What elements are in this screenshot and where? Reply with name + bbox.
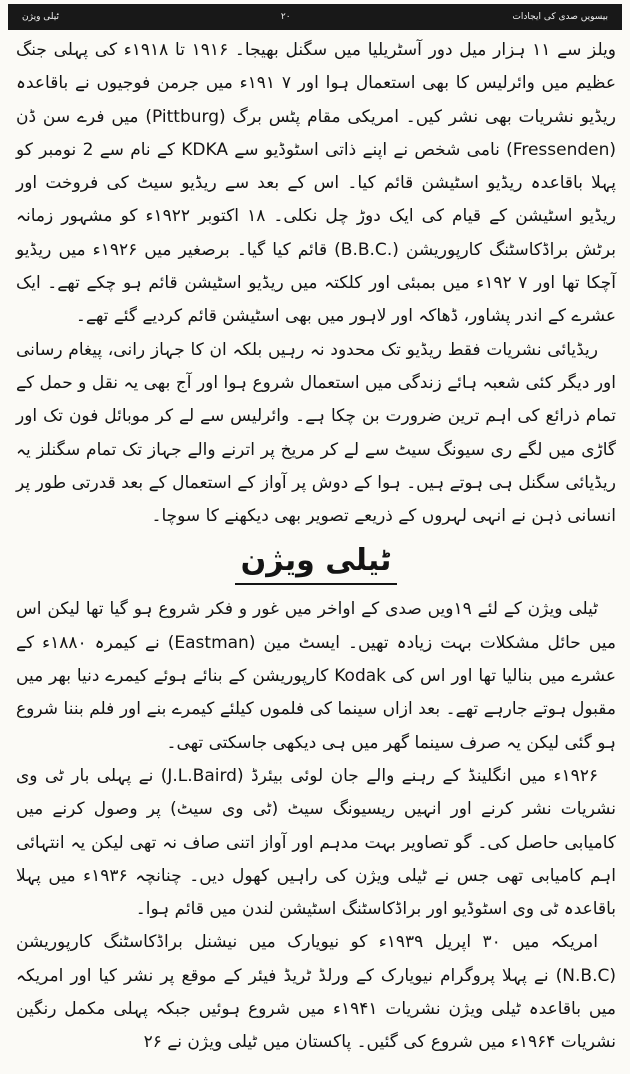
- header-right-label: بیسویں صدی کی ایجادات: [512, 12, 608, 22]
- paragraph-radio-history: ویلز سے ۱۱ ہزار میل دور آسٹریلیا میں سگنل بھیجا۔ ۱۹۱۶ تا ۱۹۱۸ء کی پہلی جنگ عظیم میں وائرلیس کا بھی استعمال ہوا اور ۷ ۱۹۱ء میں جرمن فوجیوں نے باقاعدہ ریڈیو نشریات بھی نشر کیں۔ امریکی مقام پٹس برگ (Pittburg) میں فرے سن ڈن (Fressenden) نامی شخص نے اپنے ذاتی اسٹوڈیو سے KDKA کے نام سے 2 نومبر کو پہلا باقاعدہ ریڈیو اسٹیشن قائم کیا۔ اس کے بعد سے ریڈیو سیٹ کی فروخت اور ریڈیو اسٹیشن کے قیام کی ایک دوڑ چل نکلی۔ ۱۸ اکتوبر ۱۹۲۲ء کو مشہور زمانہ برٹش براڈکاسٹنگ کارپوریشن (.B.B.C) قائم کیا گیا۔ برصغیر میں ۱۹۲۶ء میں ریڈیو آچکا تھا اور ۷ ۱۹۲ء میں بمبئی اور کلکتہ میں ریڈیو اسٹیشن قائم ہو چکے تھے۔ ایک عشرے کے اندر پشاور، ڈھاکہ اور لاہور میں بھی اسٹیشن قائم کردیے گئے تھے۔: [16, 40, 617, 327]
- paragraph-tv-baird: ۱۹۲۶ء میں انگلینڈ کے رہنے والے جان لوئی بیئرڈ (J.L.Baird) نے پہلی بار ٹی وی نشریات نشر کرنے اور انہیں ریسیونگ سیٹ (ٹی وی سیٹ) پر وصول کرنے میں کامیابی حاصل کی۔ گو تصاویر بہت مدہم اور آواز اتنی صاف نہ تھی لیکن یہ انتہائی اہم کامیابی تھی جس نے ٹیلی ویژن کی راہیں کھول دیں۔ چنانچہ ۱۹۳۶ء میں پہلا باقاعدہ ٹی وی اسٹوڈیو اور براڈکاسٹنگ اسٹیشن لندن میں قائم ہوا۔: [16, 765, 616, 920]
- header-center-label: ۲۰: [280, 12, 291, 22]
- section-heading-wrap: [16, 539, 616, 585]
- article-body: [16, 34, 616, 1060]
- running-header: [8, 4, 622, 30]
- paragraph-tv-america: امریکہ میں ۳۰ اپریل ۱۹۳۹ء کو نیویارک میں نیشنل براڈکاسٹنگ کارپوریشن (N.B.C) نے پہلا پروگرام نیویارک کے ورلڈ ٹریڈ فیئر کے موقع پر نشر کیا اور امریکہ میں باقاعدہ ٹیلی ویژن نشریات ۱۹۴۱ء میں شروع ہوئیں جبکہ پہلی مکمل رنگین نشریات ۱۹۶۴ء میں شروع کی گئیں۔ پاکستان میں ٹیلی ویژن نے ۲۶: [16, 932, 616, 1053]
- header-left-label: ٹیلی ویژن: [22, 12, 59, 22]
- section-heading: ٹیلی ویژن: [235, 539, 398, 585]
- paragraph-radio-uses: ریڈیائی نشریات فقط ریڈیو تک محدود نہ رہیں بلکہ ان کا جہاز رانی، پیغام رسانی اور دیگر کئی شعبہ ہائے زندگی میں استعمال شروع ہوا اور آج بھی یہ نقل و حمل کے تمام ذرائع کی اہم ترین ضرورت بن چکا ہے۔ وائرلیس سے لے کر موبائل فون تک اور گاڑی میں لگے ری سیونگ سیٹ سے لے کر مریخ پر اترنے والے جہاز تک تمام سگنلز یہ ریڈیائی سگنل ہی ہوتے ہیں۔ ہوا کے دوش پر آواز کے استعمال کے بعد قدرتی طور پر انسانی ذہن نے انہی لہروں کے ذریعے تصویر بھی دیکھنے کا سوچا۔: [16, 339, 616, 527]
- paragraph-tv-early: ٹیلی ویژن کے لئے ۱۹ویں صدی کے اواخر میں غور و فکر شروع ہو گیا تھا لیکن اس میں حائل مشکلات بہت زیادہ تھیں۔ ایسٹ مین (Eastman) نے کیمرہ ۱۸۸۰ء کے عشرے میں بنالیا تھا اور اس کی Kodak کارپوریشن کے بنائے ہوئے کیمرے دنیا بھر میں مقبول ہوتے جارہے تھے۔ بعد ازاں سینما کی فلموں کیلئے کیمرے بنے اور فلم بننا شروع ہو گئی لیکن یہ صرف سینما گھر میں ہی دیکھی جاسکتی تھی۔: [16, 599, 617, 753]
